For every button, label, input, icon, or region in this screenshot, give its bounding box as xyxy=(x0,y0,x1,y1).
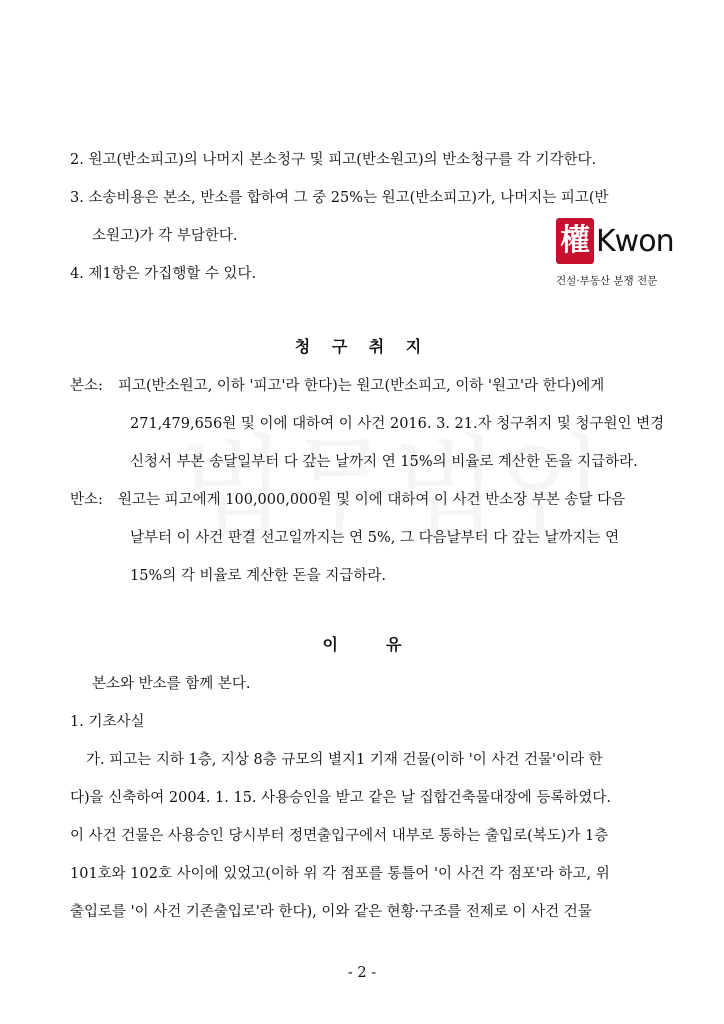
reason-intro: 본소와 반소를 함께 본다. xyxy=(92,676,251,692)
reason-section-1: 1. 기초사실 xyxy=(70,714,145,730)
logo-brand: Kwon xyxy=(596,224,674,259)
claim-main-line-3: 신청서 부본 송달일부터 다 갚는 날까지 연 15%의 비율로 계산한 돈을 지급하라. xyxy=(130,454,638,470)
reason-para-line-1: 가. 피고는 지하 1층, 지상 8층 규모의 별지1 기재 건물(이하 '이 사건 건물'이라 한 xyxy=(86,752,603,768)
order-line-3: 3. 소송비용은 본소, 반소를 합하여 그 중 25%는 원고(반소피고)가, 나머지는 피고(반 xyxy=(70,190,609,206)
claim-main-line-2: 271,479,656원 및 이에 대하여 이 사건 2016. 3. 21.자 청구취지 및 청구원인 변경 xyxy=(130,416,665,432)
order-line-2: 2. 원고(반소피고)의 나머지 본소청구 및 피고(반소원고)의 반소청구를 각 기각한다. xyxy=(70,152,597,168)
order-line-3-cont: 소원고)가 각 부담한다. xyxy=(92,228,238,244)
reason-heading-char-2: 유 xyxy=(386,635,402,654)
logo-mark-icon: 權 xyxy=(556,218,594,264)
firm-logo xyxy=(556,218,674,288)
claim-heading: 청 구 취 지 xyxy=(294,337,430,356)
claim-counter-line-2: 날부터 이 사건 판결 선고일까지는 연 5%, 그 다음날부터 다 갚는 날까지는 연 xyxy=(130,530,620,546)
claim-counter-label: 반소: xyxy=(70,492,103,508)
reason-para-line-2: 다)을 신축하여 2004. 1. 15. 사용승인을 받고 같은 날 집합건축물대장에 등록하였다. xyxy=(70,790,611,806)
reason-heading-char-1: 이 xyxy=(322,635,338,654)
reason-heading xyxy=(0,634,724,656)
claim-main-label: 본소: xyxy=(70,378,103,394)
page-number: - 2 - xyxy=(347,965,377,981)
reason-para-line-5: 출입로를 '이 사건 기존출입로'라 한다), 이와 같은 현황·구조를 전제로 이 사건 건물 xyxy=(70,904,592,920)
claim-counter-line-1: 원고는 피고에게 100,000,000원 및 이에 대하여 이 사건 반소장 부본 송달 다음 xyxy=(118,492,626,508)
logo-tagline: 건설·부동산 분쟁 전문 xyxy=(556,275,658,287)
claim-main-line-1: 피고(반소원고, 이하 '피고'라 한다)는 원고(반소피고, 이하 '원고'라 한다)에게 xyxy=(118,378,605,394)
reason-para-line-4: 101호와 102호 사이에 있었고(이하 위 각 점포를 통틀어 '이 사건 각 점포'라 하고, 위 xyxy=(70,866,610,882)
claim-counter-line-3: 15%의 각 비율로 계산한 돈을 지급하라. xyxy=(130,568,386,584)
reason-para-line-3: 이 사건 건물은 사용승인 당시부터 정면출입구에서 내부로 통하는 출입로(복도)가 1층 xyxy=(70,828,609,844)
order-line-4: 4. 제1항은 가집행할 수 있다. xyxy=(70,266,257,282)
